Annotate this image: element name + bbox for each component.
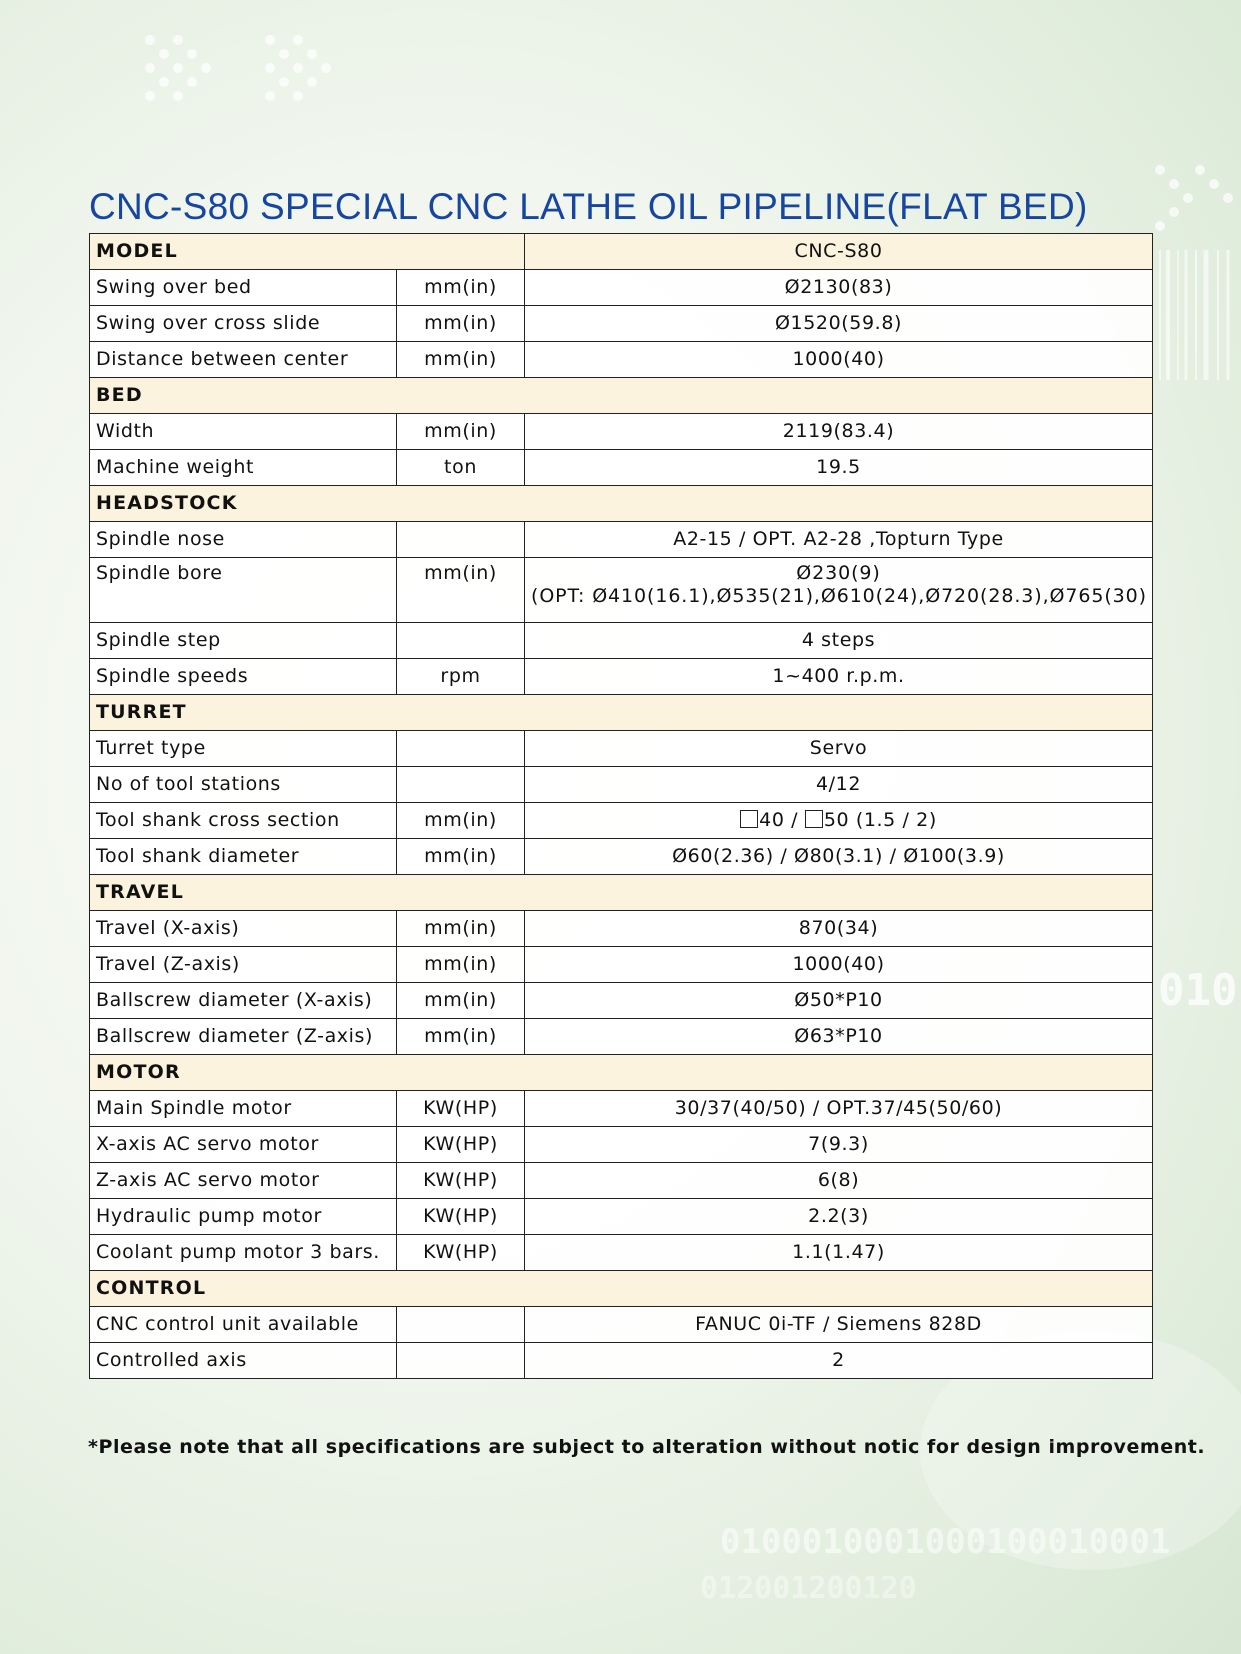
section-heading: TURRET bbox=[90, 695, 1153, 731]
spec-value bbox=[525, 731, 1153, 767]
spec-row bbox=[90, 1163, 1153, 1199]
spec-unit: mm(in) bbox=[397, 947, 525, 983]
spec-unit: KW(HP) bbox=[397, 1199, 525, 1235]
spec-item: Turret type bbox=[90, 731, 397, 767]
spec-item: Z-axis AC servo motor bbox=[90, 1163, 397, 1199]
section-heading: HEADSTOCK bbox=[90, 486, 1153, 522]
spec-unit: KW(HP) bbox=[397, 1235, 525, 1271]
spec-row bbox=[90, 1235, 1153, 1271]
spec-unit: mm(in) bbox=[397, 911, 525, 947]
spec-item: Ballscrew diameter (Z-axis) bbox=[90, 1019, 397, 1055]
square-section-icon bbox=[740, 810, 758, 828]
spec-item: Swing over cross slide bbox=[90, 306, 397, 342]
spec-value bbox=[525, 270, 1153, 306]
section-heading-row bbox=[90, 875, 1153, 911]
spec-unit: mm(in) bbox=[397, 342, 525, 378]
section-heading-row bbox=[90, 1271, 1153, 1307]
spec-unit: mm(in) bbox=[397, 414, 525, 450]
spec-unit bbox=[397, 1307, 525, 1343]
spec-value-part: 50 (1.5 / 2) bbox=[823, 809, 937, 831]
spec-item: Tool shank cross section bbox=[90, 803, 397, 839]
spec-value bbox=[525, 522, 1153, 558]
spec-item: Travel (Z-axis) bbox=[90, 947, 397, 983]
spec-item: Tool shank diameter bbox=[90, 839, 397, 875]
spec-row bbox=[90, 414, 1153, 450]
spec-row bbox=[90, 911, 1153, 947]
spec-row bbox=[90, 1343, 1153, 1379]
spec-row bbox=[90, 522, 1153, 558]
barcode-stripes-decoration bbox=[1160, 250, 1228, 380]
spec-value-line: 7(9.3) bbox=[808, 1133, 869, 1155]
spec-unit bbox=[397, 1343, 525, 1379]
spec-item: Spindle bore bbox=[90, 558, 397, 623]
spec-value-line: A2-15 / OPT. A2-28 ,Topturn Type bbox=[673, 528, 1004, 550]
spec-row bbox=[90, 450, 1153, 486]
spec-table bbox=[89, 233, 1153, 1379]
spec-value-line: Ø1520(59.8) bbox=[774, 312, 903, 334]
spec-unit: rpm bbox=[397, 659, 525, 695]
spec-value bbox=[525, 983, 1153, 1019]
spec-item: Ballscrew diameter (X-axis) bbox=[90, 983, 397, 1019]
spec-value bbox=[525, 342, 1153, 378]
spec-value-line: 1.1(1.47) bbox=[792, 1241, 885, 1263]
spec-value-line: 4 steps bbox=[801, 629, 876, 651]
spec-value bbox=[525, 414, 1153, 450]
spec-value bbox=[525, 306, 1153, 342]
spec-value bbox=[525, 1091, 1153, 1127]
section-heading: TRAVEL bbox=[90, 875, 1153, 911]
spec-value bbox=[525, 1163, 1153, 1199]
section-heading-row bbox=[90, 1055, 1153, 1091]
spec-row bbox=[90, 731, 1153, 767]
section-heading: CONTROL bbox=[90, 1271, 1153, 1307]
spec-value-line: Ø230(9) bbox=[796, 562, 881, 584]
spec-value-line: 1000(40) bbox=[792, 953, 885, 975]
spec-value-line: 1~400 r.p.m. bbox=[772, 665, 905, 687]
spec-value bbox=[525, 803, 1153, 839]
spec-row bbox=[90, 1307, 1153, 1343]
spec-row bbox=[90, 306, 1153, 342]
spec-value-line: 4/12 bbox=[815, 773, 862, 795]
spec-unit bbox=[397, 731, 525, 767]
spec-unit: mm(in) bbox=[397, 839, 525, 875]
spec-row bbox=[90, 342, 1153, 378]
spec-value-line: 30/37(40/50) / OPT.37/45(50/60) bbox=[674, 1097, 1003, 1119]
binary-text-decoration: 0100010001000100010001 bbox=[720, 1522, 1171, 1562]
spec-item: Width bbox=[90, 414, 397, 450]
spec-item: Spindle step bbox=[90, 623, 397, 659]
spec-value bbox=[525, 1019, 1153, 1055]
spec-unit: mm(in) bbox=[397, 270, 525, 306]
spec-row bbox=[90, 947, 1153, 983]
spec-value-line: 2119(83.4) bbox=[782, 420, 895, 442]
spec-value-line: 6(8) bbox=[817, 1169, 860, 1191]
spec-unit: KW(HP) bbox=[397, 1163, 525, 1199]
section-heading: MOTOR bbox=[90, 1055, 1153, 1091]
spec-item: Spindle nose bbox=[90, 522, 397, 558]
spec-row bbox=[90, 1019, 1153, 1055]
spec-value bbox=[525, 1307, 1153, 1343]
spec-value bbox=[525, 839, 1153, 875]
spec-item: Spindle speeds bbox=[90, 659, 397, 695]
section-heading-row bbox=[90, 486, 1153, 522]
spec-value bbox=[525, 1127, 1153, 1163]
spec-item: CNC control unit available bbox=[90, 1307, 397, 1343]
spec-item: Machine weight bbox=[90, 450, 397, 486]
section-heading: BED bbox=[90, 378, 1153, 414]
spec-row bbox=[90, 767, 1153, 803]
page-title: CNC-S80 SPECIAL CNC LATHE OIL PIPELINE(FLAT BED) bbox=[89, 186, 1088, 227]
spec-value bbox=[525, 450, 1153, 486]
spec-value bbox=[525, 947, 1153, 983]
spec-value bbox=[525, 1343, 1153, 1379]
spec-table-body bbox=[90, 234, 1153, 1379]
spec-value-line: Ø63*P10 bbox=[794, 1025, 883, 1047]
spec-value-option-line: (OPT: Ø410(16.1),Ø535(21),Ø610(24),Ø720(28.3),Ø765(30) bbox=[531, 585, 1147, 607]
spec-row bbox=[90, 803, 1153, 839]
spec-value-line: Ø60(2.36) / Ø80(3.1) / Ø100(3.9) bbox=[672, 845, 1005, 867]
spec-row bbox=[90, 270, 1153, 306]
spec-value bbox=[525, 767, 1153, 803]
spec-row bbox=[90, 1127, 1153, 1163]
spec-row bbox=[90, 1199, 1153, 1235]
spec-item: Swing over bed bbox=[90, 270, 397, 306]
spec-item: Coolant pump motor 3 bars. bbox=[90, 1235, 397, 1271]
spec-value-line: Ø2130(83) bbox=[784, 276, 893, 298]
spec-value bbox=[525, 623, 1153, 659]
section-heading-row bbox=[90, 378, 1153, 414]
spec-value bbox=[525, 558, 1153, 623]
spec-item: Distance between center bbox=[90, 342, 397, 378]
spec-item: Controlled axis bbox=[90, 1343, 397, 1379]
spec-unit bbox=[397, 522, 525, 558]
spec-item: Hydraulic pump motor bbox=[90, 1199, 397, 1235]
spec-value-line: 2.2(3) bbox=[808, 1205, 869, 1227]
square-section-icon bbox=[805, 810, 823, 828]
spec-value-line: 19.5 bbox=[816, 456, 861, 478]
disclaimer-note: *Please note that all specifications are subject to alteration without notic for design improvement. bbox=[88, 1436, 1206, 1458]
spec-item: No of tool stations bbox=[90, 767, 397, 803]
spec-row bbox=[90, 659, 1153, 695]
section-heading-row bbox=[90, 695, 1153, 731]
spec-unit: ton bbox=[397, 450, 525, 486]
spec-value bbox=[525, 1235, 1153, 1271]
spec-item: Main Spindle motor bbox=[90, 1091, 397, 1127]
spec-unit: mm(in) bbox=[397, 803, 525, 839]
model-label: MODEL bbox=[90, 234, 525, 270]
spec-value-line: Ø50*P10 bbox=[794, 989, 883, 1011]
spec-unit bbox=[397, 767, 525, 803]
model-value: CNC-S80 bbox=[525, 234, 1153, 270]
spec-item: X-axis AC servo motor bbox=[90, 1127, 397, 1163]
binary-text-decoration-2: 012001200120 bbox=[700, 1571, 917, 1606]
spec-value bbox=[525, 659, 1153, 695]
spec-unit: mm(in) bbox=[397, 306, 525, 342]
spec-unit: mm(in) bbox=[397, 983, 525, 1019]
spec-value-line: 2 bbox=[832, 1349, 845, 1371]
spec-value-line: 1000(40) bbox=[792, 348, 885, 370]
spec-unit: mm(in) bbox=[397, 558, 525, 623]
spec-row bbox=[90, 983, 1153, 1019]
spec-value-part: 40 / bbox=[759, 809, 805, 831]
spec-item: Travel (X-axis) bbox=[90, 911, 397, 947]
spec-unit: KW(HP) bbox=[397, 1091, 525, 1127]
spec-row bbox=[90, 1091, 1153, 1127]
spec-value-line: Servo bbox=[809, 737, 868, 759]
spec-unit bbox=[397, 623, 525, 659]
spec-unit: mm(in) bbox=[397, 1019, 525, 1055]
spec-value bbox=[525, 911, 1153, 947]
spec-row bbox=[90, 623, 1153, 659]
spec-value-line: 870(34) bbox=[798, 917, 879, 939]
spec-value-line: FANUC 0i-TF / Siemens 828D bbox=[695, 1313, 982, 1335]
model-row bbox=[90, 234, 1153, 270]
spec-unit: KW(HP) bbox=[397, 1127, 525, 1163]
side-digits-decoration: 010 bbox=[1158, 965, 1238, 1016]
spec-value bbox=[525, 1199, 1153, 1235]
spec-row bbox=[90, 558, 1153, 623]
spec-row bbox=[90, 839, 1153, 875]
